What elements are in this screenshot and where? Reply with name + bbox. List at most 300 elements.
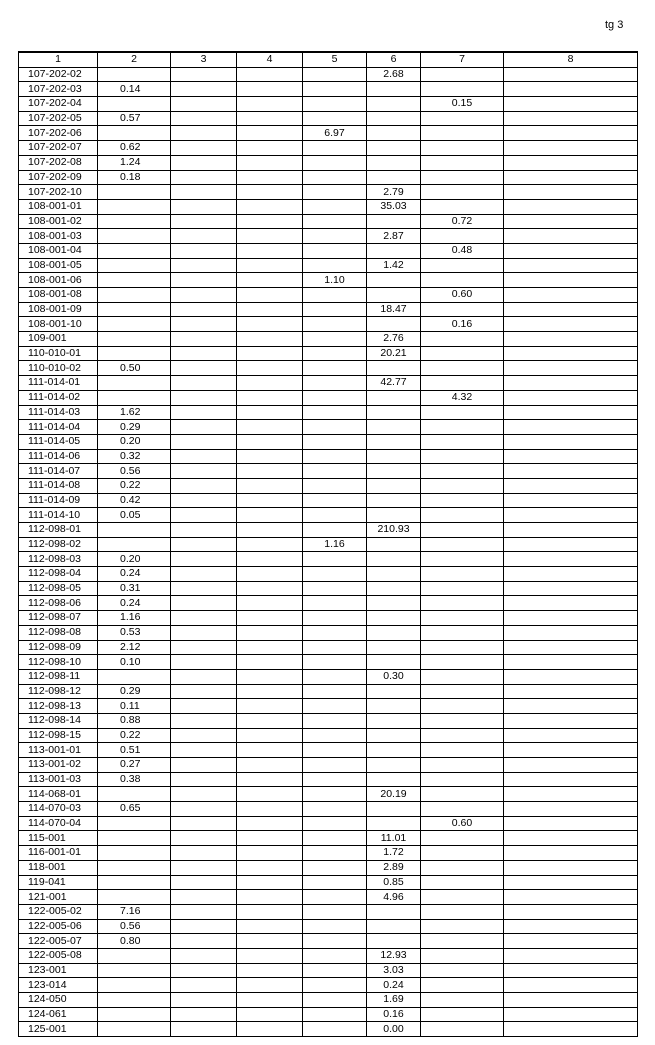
row-code-cell: 112-098-09 <box>19 640 98 655</box>
value-cell-col-4 <box>237 126 303 141</box>
value-cell-col-8 <box>504 420 638 435</box>
value-cell-col-4 <box>237 816 303 831</box>
table-row <box>19 655 638 670</box>
value-cell-col-3 <box>171 713 237 728</box>
value-cell-col-8 <box>504 831 638 846</box>
value-cell-col-4 <box>237 493 303 508</box>
value-cell-col-4 <box>237 111 303 126</box>
value-cell-col-5 <box>303 758 367 773</box>
value-cell-col-2 <box>98 185 171 200</box>
value-cell-col-5 <box>303 581 367 596</box>
value-cell-col-4 <box>237 963 303 978</box>
value-cell-col-4 <box>237 846 303 861</box>
value-cell-col-7 <box>421 875 504 890</box>
value-cell-col-3 <box>171 611 237 626</box>
value-cell-col-6: 11.01 <box>367 831 421 846</box>
value-cell-col-7 <box>421 934 504 949</box>
value-cell-col-2 <box>98 97 171 112</box>
row-code-cell: 114-070-04 <box>19 816 98 831</box>
value-cell-col-2 <box>98 126 171 141</box>
value-cell-col-7 <box>421 523 504 538</box>
value-cell-col-2 <box>98 875 171 890</box>
row-code-cell: 111-014-04 <box>19 420 98 435</box>
value-cell-col-3 <box>171 625 237 640</box>
value-cell-col-6 <box>367 141 421 156</box>
value-cell-col-4 <box>237 420 303 435</box>
table-row <box>19 728 638 743</box>
value-cell-col-7 <box>421 508 504 523</box>
value-cell-col-2: 0.05 <box>98 508 171 523</box>
value-cell-col-6 <box>367 420 421 435</box>
value-cell-col-8 <box>504 875 638 890</box>
value-cell-col-4 <box>237 1007 303 1022</box>
value-cell-col-4 <box>237 523 303 538</box>
value-cell-col-2: 0.31 <box>98 581 171 596</box>
value-cell-col-4 <box>237 361 303 376</box>
row-code-cell: 107-202-04 <box>19 97 98 112</box>
value-cell-col-3 <box>171 596 237 611</box>
value-cell-col-4 <box>237 405 303 420</box>
row-code-cell: 111-014-06 <box>19 449 98 464</box>
value-cell-col-6: 12.93 <box>367 948 421 963</box>
table-row <box>19 155 638 170</box>
row-code-cell: 122-005-07 <box>19 934 98 949</box>
value-cell-col-6: 0.00 <box>367 1022 421 1037</box>
value-cell-col-8 <box>504 464 638 479</box>
value-cell-col-7 <box>421 978 504 993</box>
value-cell-col-5 <box>303 728 367 743</box>
value-cell-col-5 <box>303 449 367 464</box>
value-cell-col-6 <box>367 214 421 229</box>
row-code-cell: 113-001-03 <box>19 772 98 787</box>
value-cell-col-6 <box>367 567 421 582</box>
value-cell-col-7: 0.15 <box>421 97 504 112</box>
value-cell-col-6 <box>367 508 421 523</box>
value-cell-col-6 <box>367 126 421 141</box>
value-cell-col-3 <box>171 243 237 258</box>
table-row <box>19 846 638 861</box>
value-cell-col-4 <box>237 831 303 846</box>
value-cell-col-6 <box>367 82 421 97</box>
value-cell-col-3 <box>171 170 237 185</box>
row-code-cell: 112-098-12 <box>19 684 98 699</box>
value-cell-col-3 <box>171 669 237 684</box>
value-cell-col-2 <box>98 67 171 82</box>
value-cell-col-4 <box>237 655 303 670</box>
row-code-cell: 112-098-10 <box>19 655 98 670</box>
value-cell-col-2: 0.53 <box>98 625 171 640</box>
value-cell-col-8 <box>504 904 638 919</box>
row-code-cell: 110-010-01 <box>19 346 98 361</box>
value-cell-col-2: 0.18 <box>98 170 171 185</box>
value-cell-col-4 <box>237 552 303 567</box>
value-cell-col-5 <box>303 640 367 655</box>
value-cell-col-3 <box>171 860 237 875</box>
value-cell-col-5 <box>303 699 367 714</box>
value-cell-col-8 <box>504 508 638 523</box>
value-cell-col-7 <box>421 772 504 787</box>
value-cell-col-2: 0.56 <box>98 919 171 934</box>
value-cell-col-7 <box>421 919 504 934</box>
value-cell-col-5 <box>303 611 367 626</box>
value-cell-col-2 <box>98 258 171 273</box>
row-code-cell: 123-014 <box>19 978 98 993</box>
value-cell-col-7: 0.48 <box>421 243 504 258</box>
value-cell-col-3 <box>171 758 237 773</box>
value-cell-col-6: 2.79 <box>367 185 421 200</box>
value-cell-col-7 <box>421 699 504 714</box>
value-cell-col-5 <box>303 317 367 332</box>
value-cell-col-3 <box>171 508 237 523</box>
value-cell-col-7 <box>421 449 504 464</box>
table-row <box>19 787 638 802</box>
value-cell-col-4 <box>237 537 303 552</box>
value-cell-col-8 <box>504 111 638 126</box>
value-cell-col-2 <box>98 317 171 332</box>
value-cell-col-3 <box>171 552 237 567</box>
value-cell-col-6: 210.93 <box>367 523 421 538</box>
table-row <box>19 963 638 978</box>
value-cell-col-5 <box>303 199 367 214</box>
table-row <box>19 390 638 405</box>
table-row <box>19 214 638 229</box>
table-row <box>19 523 638 538</box>
value-cell-col-5 <box>303 185 367 200</box>
value-cell-col-7 <box>421 273 504 288</box>
value-cell-col-4 <box>237 229 303 244</box>
value-cell-col-2: 0.24 <box>98 567 171 582</box>
value-cell-col-6 <box>367 405 421 420</box>
value-cell-col-5 <box>303 625 367 640</box>
value-cell-col-3 <box>171 449 237 464</box>
value-cell-col-8 <box>504 288 638 303</box>
value-cell-col-6 <box>367 464 421 479</box>
value-cell-col-8 <box>504 346 638 361</box>
value-cell-col-5 <box>303 787 367 802</box>
value-cell-col-6 <box>367 581 421 596</box>
value-cell-col-4 <box>237 875 303 890</box>
value-cell-col-2 <box>98 537 171 552</box>
value-cell-col-8 <box>504 802 638 817</box>
column-header-2: 2 <box>98 52 171 67</box>
value-cell-col-8 <box>504 214 638 229</box>
value-cell-col-5 <box>303 170 367 185</box>
table-row <box>19 713 638 728</box>
value-cell-col-4 <box>237 567 303 582</box>
value-cell-col-7 <box>421 713 504 728</box>
value-cell-col-4 <box>237 449 303 464</box>
value-cell-col-4 <box>237 728 303 743</box>
value-cell-col-4 <box>237 170 303 185</box>
value-cell-col-6 <box>367 273 421 288</box>
value-cell-col-8 <box>504 1007 638 1022</box>
value-cell-col-8 <box>504 273 638 288</box>
value-cell-col-5 <box>303 493 367 508</box>
row-code-cell: 112-098-11 <box>19 669 98 684</box>
value-cell-col-2: 0.29 <box>98 684 171 699</box>
value-cell-col-5 <box>303 669 367 684</box>
value-cell-col-7 <box>421 787 504 802</box>
value-cell-col-6 <box>367 493 421 508</box>
value-cell-col-6 <box>367 111 421 126</box>
value-cell-col-2 <box>98 1007 171 1022</box>
row-code-cell: 125-001 <box>19 1022 98 1037</box>
row-code-cell: 107-202-05 <box>19 111 98 126</box>
value-cell-col-5 <box>303 1022 367 1037</box>
value-cell-col-2: 1.16 <box>98 611 171 626</box>
value-cell-col-3 <box>171 185 237 200</box>
table-row <box>19 552 638 567</box>
value-cell-col-7: 0.16 <box>421 317 504 332</box>
value-cell-col-7 <box>421 346 504 361</box>
value-cell-col-8 <box>504 170 638 185</box>
page-number-label: tg 3 <box>605 19 624 31</box>
value-cell-col-3 <box>171 1007 237 1022</box>
value-cell-col-8 <box>504 993 638 1008</box>
value-cell-col-3 <box>171 655 237 670</box>
value-cell-col-5 <box>303 361 367 376</box>
value-cell-col-2 <box>98 346 171 361</box>
value-cell-col-3 <box>171 288 237 303</box>
value-cell-col-5 <box>303 655 367 670</box>
row-code-cell: 111-014-10 <box>19 508 98 523</box>
value-cell-col-6 <box>367 361 421 376</box>
row-code-cell: 123-001 <box>19 963 98 978</box>
value-cell-col-7 <box>421 963 504 978</box>
value-cell-col-5 <box>303 346 367 361</box>
value-cell-col-8 <box>504 317 638 332</box>
row-code-cell: 122-005-02 <box>19 904 98 919</box>
value-cell-col-6: 35.03 <box>367 199 421 214</box>
value-cell-col-5 <box>303 302 367 317</box>
value-cell-col-3 <box>171 67 237 82</box>
value-cell-col-8 <box>504 185 638 200</box>
value-cell-col-6: 42.77 <box>367 376 421 391</box>
value-cell-col-3 <box>171 493 237 508</box>
row-code-cell: 116-001-01 <box>19 846 98 861</box>
value-cell-col-4 <box>237 948 303 963</box>
value-cell-col-3 <box>171 82 237 97</box>
row-code-cell: 112-098-08 <box>19 625 98 640</box>
value-cell-col-4 <box>237 669 303 684</box>
value-cell-col-7 <box>421 831 504 846</box>
value-cell-col-4 <box>237 787 303 802</box>
value-cell-col-3 <box>171 214 237 229</box>
row-code-cell: 108-001-02 <box>19 214 98 229</box>
value-cell-col-8 <box>504 655 638 670</box>
value-cell-col-5 <box>303 713 367 728</box>
value-cell-col-7 <box>421 537 504 552</box>
value-cell-col-5 <box>303 934 367 949</box>
table-row <box>19 82 638 97</box>
value-cell-col-8 <box>504 82 638 97</box>
value-cell-col-7 <box>421 596 504 611</box>
table-row <box>19 684 638 699</box>
header-row <box>19 52 638 67</box>
value-cell-col-3 <box>171 97 237 112</box>
value-cell-col-2 <box>98 1022 171 1037</box>
value-cell-col-8 <box>504 390 638 405</box>
value-cell-col-6: 0.24 <box>367 978 421 993</box>
value-cell-col-6 <box>367 288 421 303</box>
table-row <box>19 478 638 493</box>
value-cell-col-3 <box>171 332 237 347</box>
value-cell-col-6 <box>367 390 421 405</box>
value-cell-col-8 <box>504 611 638 626</box>
value-cell-col-8 <box>504 846 638 861</box>
value-cell-col-2 <box>98 273 171 288</box>
value-cell-col-4 <box>237 141 303 156</box>
value-cell-col-4 <box>237 97 303 112</box>
table-row <box>19 185 638 200</box>
value-cell-col-8 <box>504 434 638 449</box>
row-code-cell: 111-014-02 <box>19 390 98 405</box>
value-cell-col-5 <box>303 772 367 787</box>
row-code-cell: 114-068-01 <box>19 787 98 802</box>
value-cell-col-3 <box>171 684 237 699</box>
value-cell-col-5 <box>303 141 367 156</box>
value-cell-col-3 <box>171 875 237 890</box>
table-row <box>19 229 638 244</box>
value-cell-col-4 <box>237 214 303 229</box>
value-cell-col-8 <box>504 948 638 963</box>
value-cell-col-6 <box>367 816 421 831</box>
value-cell-col-4 <box>237 243 303 258</box>
value-cell-col-7 <box>421 258 504 273</box>
value-cell-col-6 <box>367 317 421 332</box>
value-cell-col-2: 0.62 <box>98 141 171 156</box>
row-code-cell: 111-014-07 <box>19 464 98 479</box>
value-cell-col-5 <box>303 596 367 611</box>
table-body <box>19 67 638 1036</box>
value-cell-col-5 <box>303 420 367 435</box>
value-cell-col-5 <box>303 376 367 391</box>
value-cell-col-4 <box>237 199 303 214</box>
table-row <box>19 1007 638 1022</box>
table-row <box>19 948 638 963</box>
table-row <box>19 581 638 596</box>
value-cell-col-2: 0.24 <box>98 596 171 611</box>
value-cell-col-4 <box>237 993 303 1008</box>
table-row <box>19 743 638 758</box>
value-cell-col-6 <box>367 611 421 626</box>
value-cell-col-5: 6.97 <box>303 126 367 141</box>
value-cell-col-8 <box>504 493 638 508</box>
value-cell-col-6 <box>367 699 421 714</box>
value-cell-col-2: 0.65 <box>98 802 171 817</box>
value-cell-col-5: 1.10 <box>303 273 367 288</box>
value-cell-col-8 <box>504 581 638 596</box>
value-cell-col-7 <box>421 728 504 743</box>
row-code-cell: 115-001 <box>19 831 98 846</box>
table-row <box>19 464 638 479</box>
value-cell-col-8 <box>504 934 638 949</box>
value-cell-col-4 <box>237 890 303 905</box>
value-cell-col-6: 2.89 <box>367 860 421 875</box>
value-cell-col-3 <box>171 302 237 317</box>
value-cell-col-5 <box>303 434 367 449</box>
value-cell-col-5 <box>303 993 367 1008</box>
column-header-1: 1 <box>19 52 98 67</box>
value-cell-col-2 <box>98 199 171 214</box>
value-cell-col-6: 1.42 <box>367 258 421 273</box>
row-code-cell: 122-005-08 <box>19 948 98 963</box>
value-cell-col-8 <box>504 361 638 376</box>
value-cell-col-7 <box>421 229 504 244</box>
value-cell-col-4 <box>237 332 303 347</box>
value-cell-col-8 <box>504 919 638 934</box>
table-row <box>19 993 638 1008</box>
value-cell-col-8 <box>504 97 638 112</box>
value-cell-col-8 <box>504 890 638 905</box>
table-row <box>19 758 638 773</box>
value-cell-col-2: 0.38 <box>98 772 171 787</box>
value-cell-col-8 <box>504 67 638 82</box>
value-cell-col-2 <box>98 332 171 347</box>
value-cell-col-5 <box>303 97 367 112</box>
value-cell-col-4 <box>237 258 303 273</box>
table-row <box>19 67 638 82</box>
value-cell-col-4 <box>237 581 303 596</box>
value-cell-col-3 <box>171 229 237 244</box>
value-cell-col-5 <box>303 390 367 405</box>
row-code-cell: 112-098-14 <box>19 713 98 728</box>
row-code-cell: 112-098-01 <box>19 523 98 538</box>
row-code-cell: 108-001-03 <box>19 229 98 244</box>
row-code-cell: 108-001-09 <box>19 302 98 317</box>
value-cell-col-7 <box>421 434 504 449</box>
value-cell-col-8 <box>504 552 638 567</box>
value-cell-col-8 <box>504 302 638 317</box>
value-cell-col-6 <box>367 655 421 670</box>
row-code-cell: 107-202-02 <box>19 67 98 82</box>
value-cell-col-4 <box>237 640 303 655</box>
value-cell-col-3 <box>171 743 237 758</box>
value-cell-col-4 <box>237 904 303 919</box>
value-cell-col-3 <box>171 199 237 214</box>
value-cell-col-2 <box>98 288 171 303</box>
value-cell-col-5 <box>303 155 367 170</box>
value-cell-col-7 <box>421 890 504 905</box>
value-cell-col-4 <box>237 464 303 479</box>
value-cell-col-3 <box>171 890 237 905</box>
value-cell-col-8 <box>504 405 638 420</box>
value-cell-col-7 <box>421 846 504 861</box>
value-cell-col-8 <box>504 567 638 582</box>
value-cell-col-4 <box>237 611 303 626</box>
value-cell-col-2 <box>98 860 171 875</box>
value-cell-col-7 <box>421 126 504 141</box>
value-cell-col-8 <box>504 449 638 464</box>
value-cell-col-5 <box>303 229 367 244</box>
row-code-cell: 108-001-06 <box>19 273 98 288</box>
value-cell-col-2: 0.80 <box>98 934 171 949</box>
table-row <box>19 875 638 890</box>
value-cell-col-8 <box>504 669 638 684</box>
value-cell-col-6 <box>367 596 421 611</box>
value-cell-col-7 <box>421 155 504 170</box>
value-cell-col-3 <box>171 772 237 787</box>
value-cell-col-6: 20.19 <box>367 787 421 802</box>
row-code-cell: 113-001-01 <box>19 743 98 758</box>
value-cell-col-4 <box>237 346 303 361</box>
value-cell-col-5 <box>303 963 367 978</box>
value-cell-col-4 <box>237 743 303 758</box>
value-cell-col-5 <box>303 875 367 890</box>
value-cell-col-4 <box>237 434 303 449</box>
value-cell-col-2: 1.24 <box>98 155 171 170</box>
value-cell-col-3 <box>171 904 237 919</box>
